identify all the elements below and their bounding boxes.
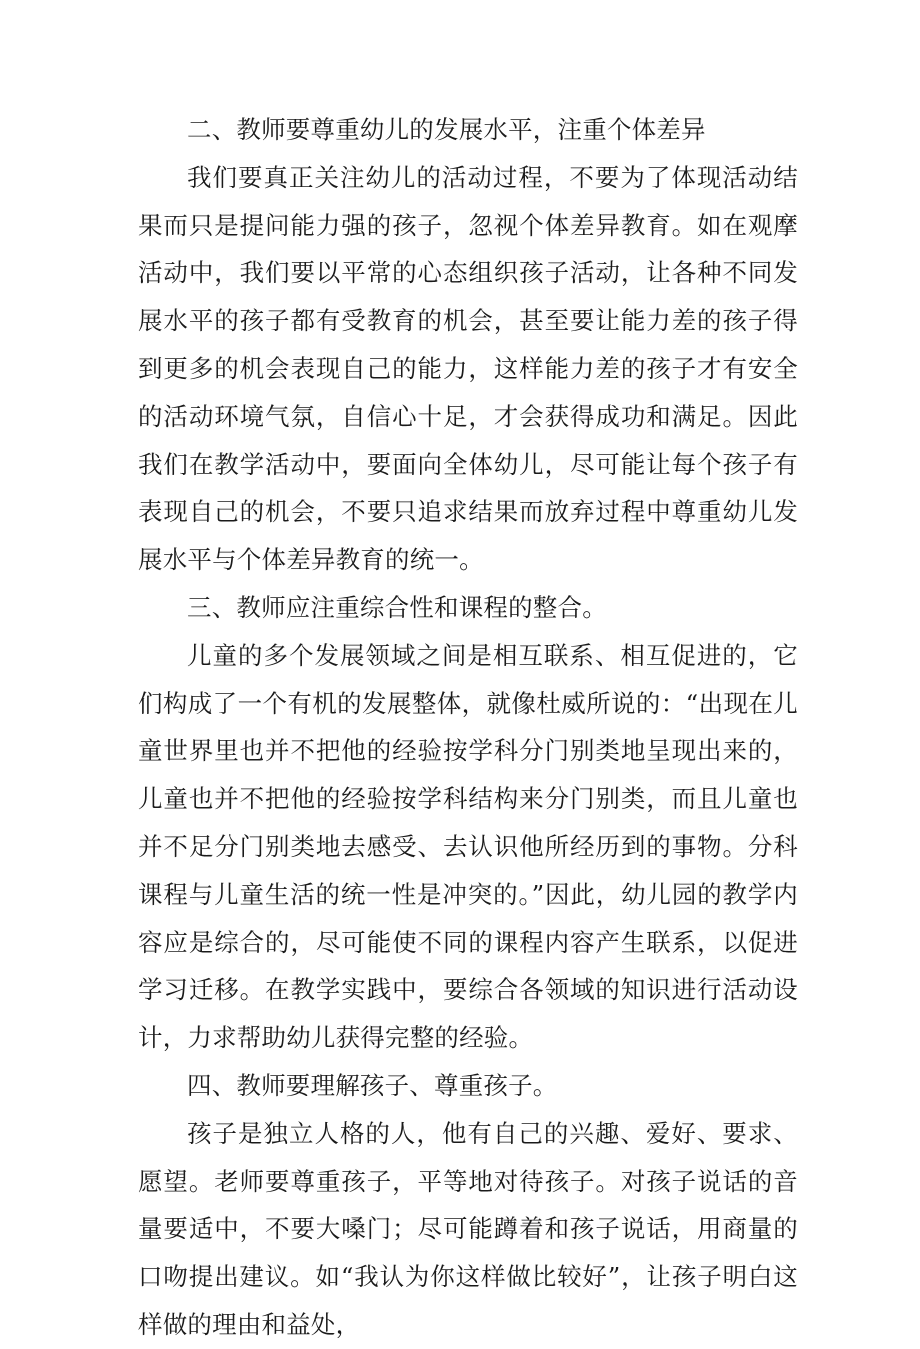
section-paragraph: 孩子是独立人格的人，他有自己的兴趣、爱好、要求、愿望。老师要尊重孩子，平等地对待孩子。对孩子说话的音量要适中，不要大嗓门；尽可能蹲着和孩子说话，用商量的口吻提出建议。如“我认为你这样做比较好”，让孩子明白这样做的理由和益处，: [138, 1118, 798, 1339]
section-heading: 二、教师要尊重幼儿的发展水平，注重个体差异: [187, 115, 706, 144]
section-paragraph: 儿童的多个发展领域之间是相互联系、相互促进的，它们构成了一个有机的发展整体，就像杜威所说的：“出现在儿童世界里也并不把他的经验按学科分门别类地呈现出来的，儿童也并不把他的经验按学科结构来分门别类，而且儿童也并不足分门别类地去感受、去认识他所经历到的事物。分科课程与儿童生活的统一性是冲突的。”因此，幼儿园的教学内容应是综合的，尽可能使不同的课程内容产生联系，以促进学习迁移。在教学实践中，要综合各领域的知识进行活动设计，力求帮助幼儿获得完整的经验。: [138, 640, 798, 1053]
document-body: [138, 106, 798, 1349]
section-heading: 四、教师要理解孩子、尊重孩子。: [187, 1070, 558, 1100]
section-paragraph: 我们要真正关注幼儿的活动过程，不要为了体现活动结果而只是提问能力强的孩子，忽视个体差异教育。如在观摩活动中，我们要以平常的心态组织孩子活动，让各种不同发展水平的孩子都有受教育的机会，甚至要让能力差的孩子得到更多的机会表现自己的能力，这样能力差的孩子才有安全的活动环境气氛，自信心十足，才会获得成功和满足。因此我们在教学活动中，要面向全体幼儿，尽可能让每个孩子有表现自己的机会，不要只追求结果而放弃过程中尊重幼儿发展水平与个体差异教育的统一。: [138, 162, 798, 575]
section-heading: 三、教师应注重综合性和课程的整合。: [187, 592, 607, 622]
